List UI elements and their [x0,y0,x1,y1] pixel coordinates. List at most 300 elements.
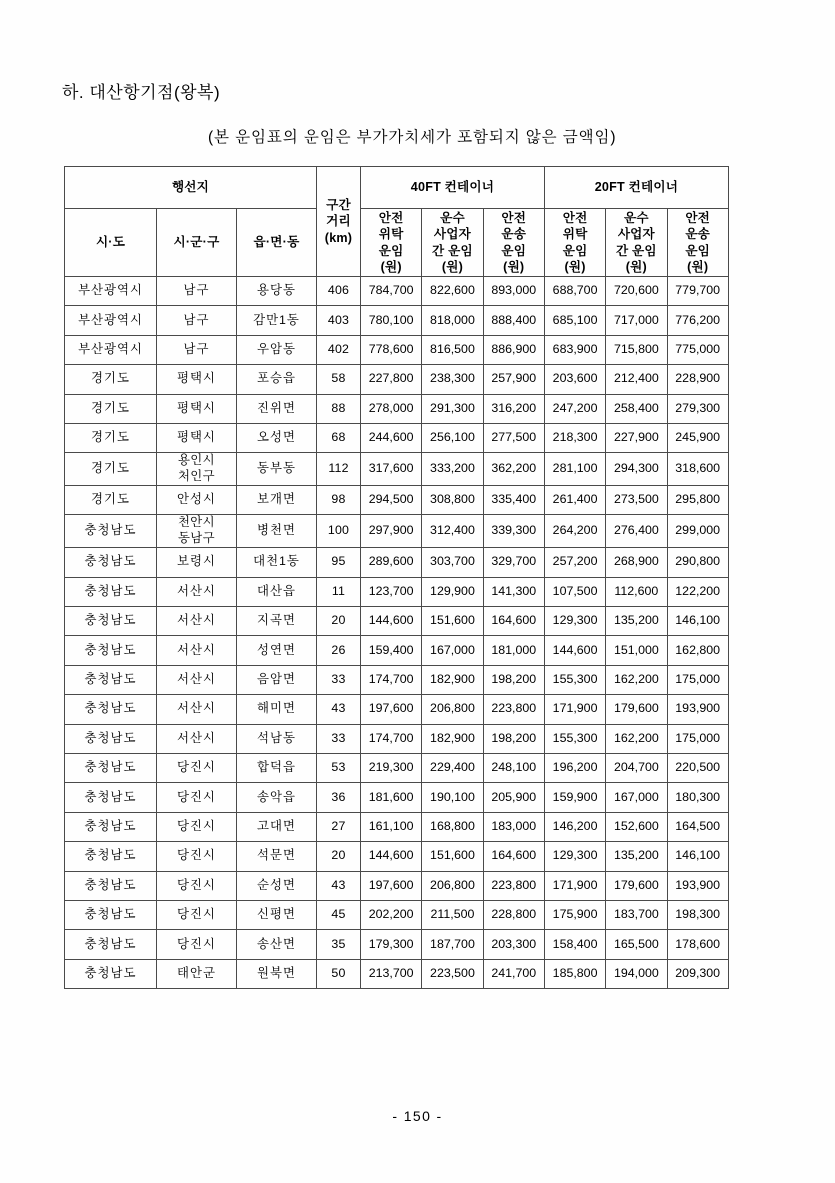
cell-line: 용인시 [177,453,216,468]
cell-f20_carrier: 268,900 [606,548,667,577]
cell-f40_entrust: 227,800 [361,365,422,394]
cell-f40_carrier: 333,200 [422,453,483,486]
cell-sigungu: 서산시 [157,665,237,694]
header-20ft-carrier-l4: (원) [625,259,647,274]
cell-f20_entrust: 683,900 [544,335,605,364]
cell-sigungu: 당진시 [157,842,237,871]
table-row [65,515,729,548]
table-row [65,453,729,486]
header-sigungu: 시·군·구 [157,209,237,277]
cell-f20_carrier: 152,600 [606,812,667,841]
cell-sido: 충청남도 [65,665,157,694]
table-row [65,724,729,753]
vat-note: (본 운임표의 운임은 부가가치세가 포함되지 않은 금액임) [208,129,617,146]
cell-f40_transport: 362,200 [483,453,544,486]
cell-distance: 95 [317,548,361,577]
cell-f20_transport: 290,800 [667,548,728,577]
cell-sido: 경기도 [65,453,157,486]
cell-f20_transport: 209,300 [667,959,728,988]
header-40ft-entrust-l3: 운임 [378,243,404,258]
cell-f20_entrust: 185,800 [544,959,605,988]
cell-sido: 충청남도 [65,900,157,929]
cell-sigungu: 당진시 [157,900,237,929]
header-40ft-carrier-l3: 간 운임 [432,243,473,258]
cell-sigungu: 당진시 [157,812,237,841]
cell-sigungu: 서산시 [157,695,237,724]
cell-distance: 27 [317,812,361,841]
header-20ft-entrust-l3: 운임 [562,243,588,258]
cell-f40_carrier: 211,500 [422,900,483,929]
cell-sigungu: 당진시 [157,930,237,959]
cell-sido: 충청남도 [65,930,157,959]
cell-f20_carrier: 179,600 [606,871,667,900]
cell-eupmyeondong: 오성면 [237,423,317,452]
cell-f20_transport: 162,800 [667,636,728,665]
cell-f20_transport: 779,700 [667,277,728,306]
cell-line: 동남구 [177,531,216,546]
cell-f40_transport: 164,600 [483,842,544,871]
freight-fare-table [64,166,729,989]
header-sido: 시·도 [65,209,157,277]
cell-f40_transport: 886,900 [483,335,544,364]
table-row [65,636,729,665]
cell-f40_transport: 223,800 [483,871,544,900]
cell-f20_entrust: 218,300 [544,423,605,452]
header-eupmyeondong: 읍·면·동 [237,209,317,277]
cell-distance: 11 [317,577,361,606]
cell-f40_entrust: 144,600 [361,842,422,871]
cell-sigungu: 당진시 [157,871,237,900]
cell-f40_transport: 198,200 [483,665,544,694]
cell-f40_transport: 329,700 [483,548,544,577]
cell-eupmyeondong: 송산면 [237,930,317,959]
cell-f40_transport: 277,500 [483,423,544,452]
cell-f40_transport: 223,800 [483,695,544,724]
cell-sido: 충청남도 [65,871,157,900]
cell-f20_transport: 295,800 [667,486,728,515]
cell-sigungu: 서산시 [157,636,237,665]
cell-eupmyeondong: 대천1동 [237,548,317,577]
cell-sigungu: 서산시 [157,724,237,753]
table-row [65,900,729,929]
cell-sido: 충청남도 [65,812,157,841]
table-header [65,167,729,277]
cell-f20_transport: 198,300 [667,900,728,929]
cell-sigungu: 당진시 [157,753,237,782]
table-row [65,871,729,900]
header-20ft-carrier-fare [606,209,667,277]
cell-distance: 43 [317,695,361,724]
cell-f40_entrust: 294,500 [361,486,422,515]
cell-f20_transport: 776,200 [667,306,728,335]
cell-sido: 경기도 [65,423,157,452]
cell-eupmyeondong: 포승읍 [237,365,317,394]
cell-distance: 33 [317,724,361,753]
cell-f20_transport: 193,900 [667,871,728,900]
cell-distance: 36 [317,783,361,812]
cell-f40_carrier: 168,800 [422,812,483,841]
cell-f40_entrust: 197,600 [361,871,422,900]
header-20ft-transport-l2: 운송 [685,227,711,242]
cell-f20_entrust: 155,300 [544,665,605,694]
cell-sido: 충청남도 [65,695,157,724]
table-body [65,277,729,989]
cell-f20_carrier: 135,200 [606,842,667,871]
cell-f20_carrier: 717,000 [606,306,667,335]
cell-sido: 부산광역시 [65,277,157,306]
cell-f40_transport: 203,300 [483,930,544,959]
cell-sigungu: 서산시 [157,577,237,606]
cell-f40_transport: 316,200 [483,394,544,423]
header-20ft-carrier-l1: 운수 [624,211,649,226]
cell-f20_entrust: 107,500 [544,577,605,606]
table-row [65,665,729,694]
cell-f20_carrier: 194,000 [606,959,667,988]
header-20ft-entrust-l1: 안전 [562,211,588,226]
table-row [65,394,729,423]
cell-f40_entrust: 289,600 [361,548,422,577]
cell-f20_transport: 220,500 [667,753,728,782]
cell-distance: 53 [317,753,361,782]
header-40ft-transport-l4: (원) [503,259,525,274]
cell-sigungu: 당진시 [157,783,237,812]
table-row [65,423,729,452]
cell-f40_carrier: 229,400 [422,753,483,782]
cell-f40_transport: 241,700 [483,959,544,988]
table-row [65,783,729,812]
header-20ft-transport-l3: 운임 [685,243,711,258]
cell-sigungu: 남구 [157,335,237,364]
cell-sigungu [157,453,237,486]
cell-distance: 98 [317,486,361,515]
cell-f20_transport: 175,000 [667,665,728,694]
header-20ft-safe-entrust-fare [544,209,605,277]
cell-f40_carrier: 303,700 [422,548,483,577]
cell-f40_carrier: 182,900 [422,724,483,753]
cell-f20_carrier: 167,000 [606,783,667,812]
cell-f20_entrust: 159,900 [544,783,605,812]
header-40ft-carrier-fare [422,209,483,277]
cell-eupmyeondong: 우암동 [237,335,317,364]
cell-f20_entrust: 257,200 [544,548,605,577]
cell-f20_transport: 164,500 [667,812,728,841]
cell-f40_entrust: 161,100 [361,812,422,841]
table-row [65,959,729,988]
cell-f40_entrust: 317,600 [361,453,422,486]
cell-f20_entrust: 129,300 [544,607,605,636]
cell-eupmyeondong: 송악읍 [237,783,317,812]
header-container-20ft: 20FT 컨테이너 [544,167,728,209]
cell-f20_entrust: 158,400 [544,930,605,959]
cell-f40_carrier: 167,000 [422,636,483,665]
cell-f40_transport: 335,400 [483,486,544,515]
cell-sido: 경기도 [65,394,157,423]
table-row [65,842,729,871]
cell-f20_entrust: 247,200 [544,394,605,423]
cell-eupmyeondong: 해미면 [237,695,317,724]
cell-sido: 충청남도 [65,636,157,665]
header-distance-line2: 거리 [326,214,351,229]
header-40ft-carrier-l2: 사업자 [433,227,471,242]
cell-sido: 경기도 [65,365,157,394]
cell-f40_transport: 248,100 [483,753,544,782]
cell-sido: 충청남도 [65,548,157,577]
cell-distance: 33 [317,665,361,694]
cell-f40_entrust: 181,600 [361,783,422,812]
table-row [65,812,729,841]
cell-f20_transport: 775,000 [667,335,728,364]
cell-eupmyeondong: 용당동 [237,277,317,306]
cell-eupmyeondong: 석문면 [237,842,317,871]
cell-f20_entrust: 171,900 [544,871,605,900]
cell-f40_transport: 183,000 [483,812,544,841]
cell-f40_entrust: 784,700 [361,277,422,306]
cell-eupmyeondong: 합덕읍 [237,753,317,782]
table-row [65,365,729,394]
cell-f20_carrier: 273,500 [606,486,667,515]
header-20ft-transport-l1: 안전 [685,211,711,226]
cell-distance: 45 [317,900,361,929]
cell-f20_transport: 146,100 [667,607,728,636]
cell-eupmyeondong: 보개면 [237,486,317,515]
cell-distance: 43 [317,871,361,900]
header-40ft-transport-l2: 운송 [501,227,527,242]
cell-f40_entrust: 174,700 [361,665,422,694]
cell-eupmyeondong: 신평면 [237,900,317,929]
cell-f40_entrust: 179,300 [361,930,422,959]
cell-f40_entrust: 213,700 [361,959,422,988]
cell-f40_entrust: 780,100 [361,306,422,335]
cell-f20_carrier: 294,300 [606,453,667,486]
cell-sido: 충청남도 [65,515,157,548]
header-distance [317,167,361,277]
cell-eupmyeondong: 고대면 [237,812,317,841]
cell-distance: 88 [317,394,361,423]
cell-eupmyeondong: 석남동 [237,724,317,753]
cell-eupmyeondong: 원북면 [237,959,317,988]
cell-f40_entrust: 144,600 [361,607,422,636]
cell-distance: 20 [317,842,361,871]
cell-sigungu: 태안군 [157,959,237,988]
cell-f40_carrier: 822,600 [422,277,483,306]
header-20ft-carrier-l3: 간 운임 [615,243,657,258]
cell-f20_carrier: 162,200 [606,665,667,694]
cell-sido: 충청남도 [65,724,157,753]
cell-eupmyeondong: 성연면 [237,636,317,665]
cell-distance: 406 [317,277,361,306]
table-row [65,335,729,364]
cell-eupmyeondong: 대산읍 [237,577,317,606]
header-40ft-safe-transport-fare [483,209,544,277]
cell-distance: 112 [317,453,361,486]
cell-f40_entrust: 123,700 [361,577,422,606]
cell-distance: 35 [317,930,361,959]
cell-f20_entrust: 155,300 [544,724,605,753]
header-20ft-entrust-l2: 위탁 [562,227,588,242]
cell-f40_carrier: 182,900 [422,665,483,694]
header-distance-line1: 구간 [326,198,351,213]
cell-sido: 경기도 [65,486,157,515]
cell-f40_entrust: 159,400 [361,636,422,665]
cell-sido: 충청남도 [65,607,157,636]
header-40ft-entrust-l4: (원) [380,259,402,274]
cell-sigungu: 서산시 [157,607,237,636]
cell-f40_carrier: 256,100 [422,423,483,452]
cell-f40_carrier: 190,100 [422,783,483,812]
cell-f40_carrier: 223,500 [422,959,483,988]
cell-f20_entrust: 264,200 [544,515,605,548]
cell-f20_carrier: 183,700 [606,900,667,929]
cell-f40_entrust: 174,700 [361,724,422,753]
table-row [65,277,729,306]
cell-f40_transport: 181,000 [483,636,544,665]
cell-f20_carrier: 112,600 [606,577,667,606]
cell-f40_carrier: 151,600 [422,842,483,871]
cell-f40_entrust: 197,600 [361,695,422,724]
cell-f20_entrust: 261,400 [544,486,605,515]
cell-distance: 402 [317,335,361,364]
cell-distance: 26 [317,636,361,665]
page-title: 하. 대산항기점(왕복) [62,83,221,102]
cell-f20_transport: 245,900 [667,423,728,452]
fare-table-container [64,166,728,989]
cell-line: 천안시 [177,515,216,530]
cell-distance: 403 [317,306,361,335]
table-row [65,607,729,636]
cell-sido: 충청남도 [65,753,157,782]
cell-f40_entrust: 278,000 [361,394,422,423]
cell-f20_carrier: 179,600 [606,695,667,724]
cell-eupmyeondong: 동부동 [237,453,317,486]
cell-sigungu [157,515,237,548]
cell-f40_carrier: 818,000 [422,306,483,335]
cell-f40_transport: 339,300 [483,515,544,548]
cell-sigungu: 보령시 [157,548,237,577]
cell-sido: 부산광역시 [65,306,157,335]
cell-f40_carrier: 206,800 [422,871,483,900]
cell-f20_carrier: 258,400 [606,394,667,423]
header-20ft-carrier-l2: 사업자 [617,227,655,242]
cell-f20_carrier: 165,500 [606,930,667,959]
header-20ft-entrust-l4: (원) [564,259,586,274]
cell-sigungu: 평택시 [157,423,237,452]
header-20ft-safe-transport-fare [667,209,728,277]
cell-sido: 부산광역시 [65,335,157,364]
cell-f20_carrier: 135,200 [606,607,667,636]
header-40ft-entrust-l1: 안전 [378,211,404,226]
cell-f40_carrier: 206,800 [422,695,483,724]
cell-sido: 충청남도 [65,959,157,988]
cell-eupmyeondong: 감만1동 [237,306,317,335]
cell-f40_transport: 205,900 [483,783,544,812]
cell-f40_carrier: 816,500 [422,335,483,364]
cell-f20_carrier: 720,600 [606,277,667,306]
cell-sigungu: 남구 [157,277,237,306]
cell-f20_transport: 180,300 [667,783,728,812]
cell-f20_carrier: 162,200 [606,724,667,753]
table-row [65,548,729,577]
cell-f20_transport: 146,100 [667,842,728,871]
cell-f20_transport: 193,900 [667,695,728,724]
header-destination-group: 행선지 [65,167,317,209]
cell-eupmyeondong: 음암면 [237,665,317,694]
cell-sigungu: 안성시 [157,486,237,515]
header-row-group [65,167,729,209]
cell-distance: 50 [317,959,361,988]
cell-f20_entrust: 171,900 [544,695,605,724]
page-number: - 150 - [392,1108,443,1124]
cell-f40_carrier: 129,900 [422,577,483,606]
cell-f40_transport: 228,800 [483,900,544,929]
cell-f20_entrust: 175,900 [544,900,605,929]
cell-distance: 68 [317,423,361,452]
header-40ft-carrier-l1: 운수 [440,211,465,226]
cell-f20_entrust: 688,700 [544,277,605,306]
header-container-40ft: 40FT 컨테이너 [361,167,545,209]
cell-f40_transport: 888,400 [483,306,544,335]
cell-f40_carrier: 312,400 [422,515,483,548]
cell-sigungu: 남구 [157,306,237,335]
cell-f40_transport: 893,000 [483,277,544,306]
cell-f40_carrier: 187,700 [422,930,483,959]
cell-eupmyeondong: 순성면 [237,871,317,900]
header-40ft-entrust-l2: 위탁 [378,227,404,242]
table-row [65,930,729,959]
cell-sido: 충청남도 [65,783,157,812]
cell-f40_transport: 164,600 [483,607,544,636]
header-40ft-carrier-l4: (원) [441,259,464,274]
cell-f20_carrier: 151,000 [606,636,667,665]
table-row [65,486,729,515]
table-row [65,577,729,606]
cell-f40_entrust: 219,300 [361,753,422,782]
cell-f40_entrust: 202,200 [361,900,422,929]
header-row-sub [65,209,729,277]
cell-f20_entrust: 281,100 [544,453,605,486]
cell-f20_carrier: 204,700 [606,753,667,782]
cell-f40_carrier: 291,300 [422,394,483,423]
cell-f40_transport: 198,200 [483,724,544,753]
cell-f20_transport: 178,600 [667,930,728,959]
cell-f40_carrier: 151,600 [422,607,483,636]
cell-f40_carrier: 238,300 [422,365,483,394]
header-40ft-transport-l3: 운임 [501,243,527,258]
cell-f40_entrust: 778,600 [361,335,422,364]
cell-f20_transport: 318,600 [667,453,728,486]
cell-f20_entrust: 146,200 [544,812,605,841]
cell-sigungu: 평택시 [157,394,237,423]
cell-f20_transport: 228,900 [667,365,728,394]
cell-f20_transport: 279,300 [667,394,728,423]
cell-f40_entrust: 297,900 [361,515,422,548]
cell-f20_transport: 175,000 [667,724,728,753]
cell-f20_carrier: 227,900 [606,423,667,452]
cell-f20_entrust: 196,200 [544,753,605,782]
cell-sido: 충청남도 [65,577,157,606]
table-row [65,695,729,724]
header-40ft-transport-l1: 안전 [501,211,527,226]
cell-f20_entrust: 129,300 [544,842,605,871]
cell-sigungu: 평택시 [157,365,237,394]
cell-f40_carrier: 308,800 [422,486,483,515]
cell-f20_carrier: 212,400 [606,365,667,394]
header-40ft-safe-entrust-fare [361,209,422,277]
cell-distance: 58 [317,365,361,394]
cell-eupmyeondong: 지곡면 [237,607,317,636]
cell-f40_transport: 257,900 [483,365,544,394]
cell-f40_entrust: 244,600 [361,423,422,452]
cell-f20_entrust: 203,600 [544,365,605,394]
